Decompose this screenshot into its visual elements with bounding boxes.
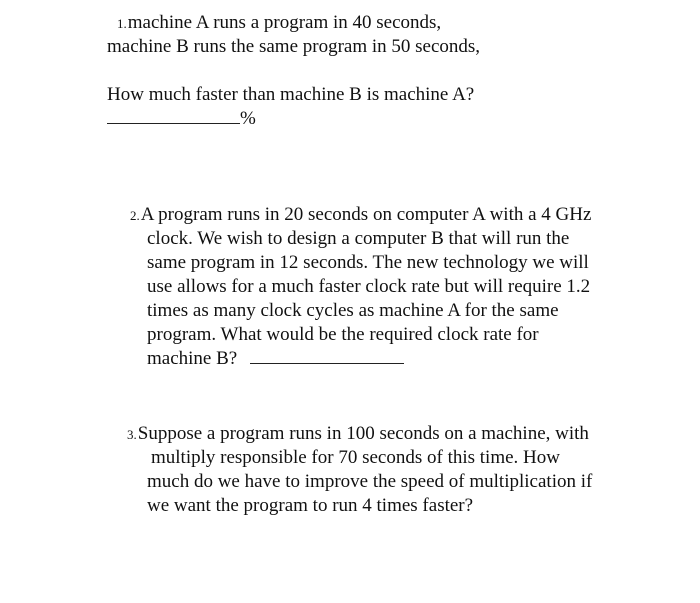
q2-text-1: A program runs in 20 seconds on computer A with a 4 GHz [140, 204, 592, 225]
q2-line-7 [147, 347, 404, 371]
q3-text-1: Suppose a program runs in 100 seconds on a machine, with [137, 423, 589, 444]
q3-line-4: we want the program to run 4 times faster? [147, 495, 474, 516]
q1-answer-blank [107, 123, 240, 124]
q2-answer-blank [250, 363, 404, 364]
q3-line-3: much do we have to improve the speed of multiplication if [147, 471, 593, 492]
q1-line-1 [117, 11, 441, 36]
q2-line-3: same program in 12 seconds. The new technology we will [147, 252, 589, 273]
q2-text-7: machine B? [147, 348, 238, 369]
q1-text-1: machine A runs a program in 40 seconds, [127, 12, 442, 33]
q1-unit: % [240, 108, 256, 129]
q1-question: How much faster than machine B is machine A? [107, 84, 475, 105]
q2-line-1 [130, 203, 591, 228]
q1-number: 1. [117, 16, 127, 31]
q2-line-6: program. What would be the required clock rate for [147, 324, 539, 345]
q1-line-2: machine B runs the same program in 50 seconds, [107, 36, 481, 57]
q2-line-4: use allows for a much faster clock rate but will require 1.2 [147, 276, 591, 297]
q3-line-2: multiply responsible for 70 seconds of this time. How [151, 447, 560, 468]
q3-number: 3. [127, 427, 137, 442]
q2-line-5: times as many clock cycles as machine A for the same [147, 300, 559, 321]
q2-line-2: clock. We wish to design a computer B that will run the [147, 228, 570, 249]
q3-line-1 [127, 422, 589, 447]
q1-answer-line [107, 107, 256, 131]
q2-number: 2. [130, 208, 140, 223]
